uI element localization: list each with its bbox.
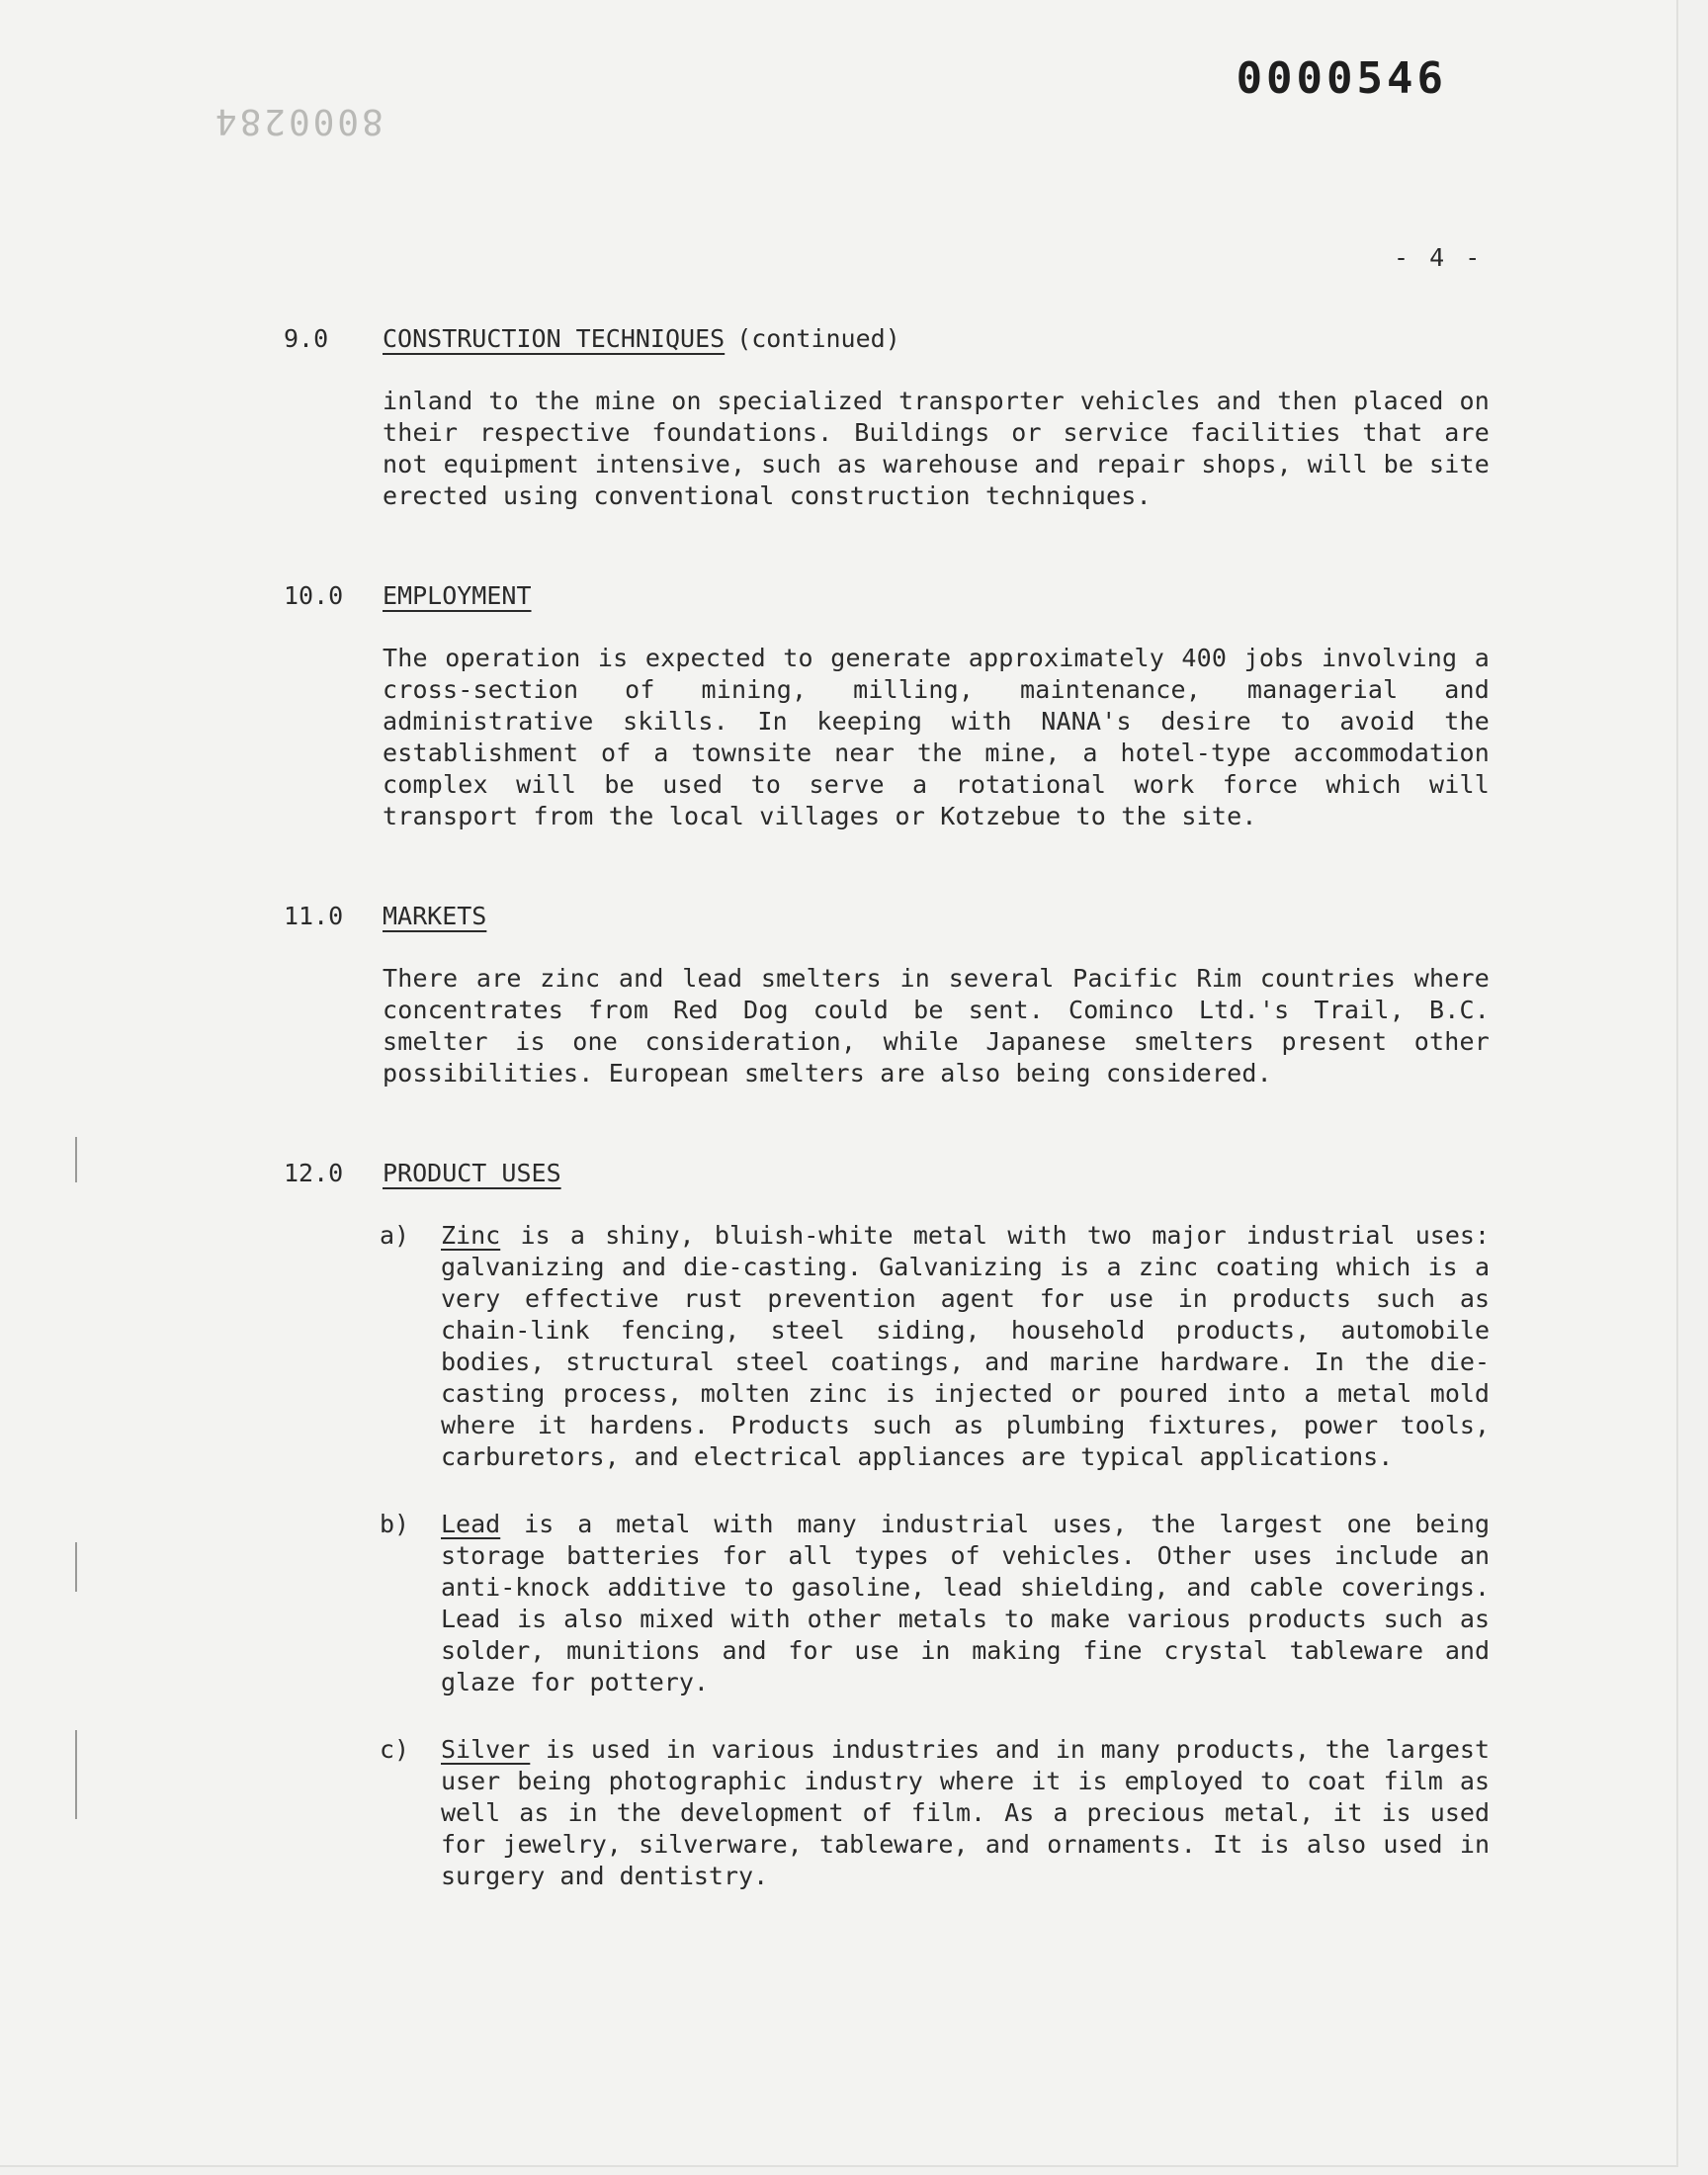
section-paragraph: inland to the mine on specialized transporter vehicles and then placed on their respective foundations. Buildings or service facilities that are not equipment intensive, such as warehouse and repair shops, will be site erected using conventional construction techniques. [383,387,1490,510]
section-number: 10.0 [284,581,344,610]
page-number: - 4 - [1394,243,1484,272]
list-item-letter: a) [380,1221,410,1250]
margin-mark [75,1137,77,1182]
list-item [380,1220,1490,1473]
section-heading [284,581,1490,621]
section-number: 11.0 [284,902,344,930]
document-body [284,324,1490,1892]
section-heading [284,902,1490,941]
section-paragraph: The operation is expected to generate approximately 400 jobs involving a cross-section of mining, milling, maintenance, managerial and administrative skills. In keeping with NANA's desire to avoid the establishment of a townsite near the mine, a hotel-type accommodation complex will be used to serve a rotational work force which will transport from the local villages or Kotzebue to the site. [383,644,1490,830]
document-number-stamp: 0000546 [1236,53,1447,104]
section-heading [284,324,1490,364]
list-item-letter: b) [380,1510,410,1538]
list-item [380,1734,1490,1892]
list-item-body: is used in various industries and in many products, the largest user being photographic industry where it is employed to coat film as well as in the development of film. As a precious metal, it is used for jewelry, silverware, tableware, and ornaments. It is also used in surgery and dentistry. [441,1735,1490,1890]
section-title: PRODUCT USES [383,1159,561,1187]
margin-mark [75,1542,77,1592]
section-number: 9.0 [284,324,329,353]
list-item [380,1509,1490,1698]
section-title: MARKETS [383,902,487,930]
faded-number-stamp: 8000284 [213,101,384,141]
list-item-text [441,1734,1490,1892]
list-item-term: Zinc [441,1221,501,1250]
list-item-body: is a metal with many industrial uses, the largest one being storage batteries for all types of vehicles. Other uses include an anti-knock additive to gasoline, lead shielding, and cable coverings. Lead is also mixed with other metals to make various products such as solder, munitions and for use in making fine crystal tableware and glaze for pottery. [441,1510,1490,1696]
list-item-text [441,1220,1490,1473]
list-item-term: Lead [441,1510,501,1538]
section-title: CONSTRUCTION TECHNIQUES [383,324,726,353]
section-number: 12.0 [284,1159,344,1187]
list-item-body: is a shiny, bluish-white metal with two major industrial uses: galvanizing and die-casting. Galvanizing is a zinc coating which is a very effective rust prevention agent for use in products such as chain-link fencing, steel siding, household products, automobile bodies, structural steel coatings, and marine hardware. In the die-casting process, molten zinc is injected or poured into a metal mold where it hardens. Products such as plumbing fixtures, power tools, carburetors, and electrical appliances are typical applications. [441,1221,1490,1471]
section-paragraph: There are zinc and lead smelters in several Pacific Rim countries where concentrates from Red Dog could be sent. Cominco Ltd.'s Trail, B.C. smelter is one consideration, while Japanese smelters present other possibilities. European smelters are also being considered. [383,964,1490,1088]
section-title-suffix: (continued) [736,324,900,353]
list-item-term: Silver [441,1735,531,1764]
section-heading [284,1159,1490,1198]
section-title: EMPLOYMENT [383,581,532,610]
margin-mark [75,1730,77,1819]
list-item-letter: c) [380,1735,410,1764]
list-item-text [441,1509,1490,1698]
